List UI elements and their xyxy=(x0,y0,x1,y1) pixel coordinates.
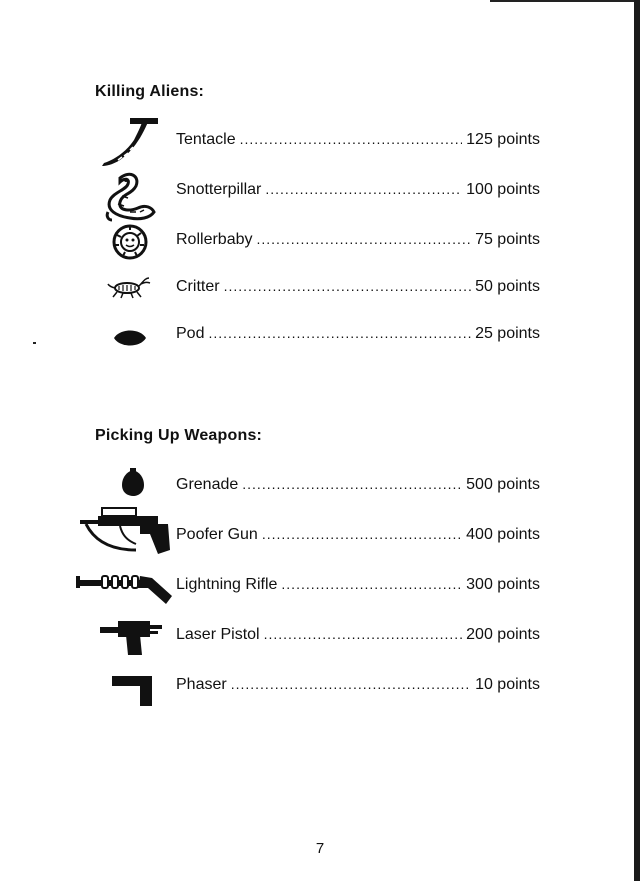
phaser-icon xyxy=(112,674,154,713)
list-item xyxy=(176,676,540,698)
item-points: 500 points xyxy=(466,476,540,493)
dot-leader xyxy=(208,325,471,341)
lightning-rifle-icon xyxy=(76,572,174,611)
dot-leader xyxy=(231,676,471,692)
list-item xyxy=(176,181,540,203)
list-item xyxy=(176,576,540,598)
page-edge-top xyxy=(490,0,640,2)
item-name: Lightning Rifle xyxy=(176,576,278,593)
dot-leader xyxy=(262,526,462,542)
section-title-killing-aliens: Killing Aliens: xyxy=(95,83,205,100)
item-points: 25 points xyxy=(475,325,540,342)
item-name: Grenade xyxy=(176,476,239,493)
list-item xyxy=(176,476,540,498)
snotterpillar-icon xyxy=(100,168,160,229)
item-points: 50 points xyxy=(475,278,540,295)
pod-icon xyxy=(112,326,148,355)
item-name: Phaser xyxy=(176,676,227,693)
list-item xyxy=(176,131,540,153)
list-item xyxy=(176,626,540,648)
rollerbaby-icon xyxy=(111,223,149,266)
list-item xyxy=(176,325,540,347)
section-title-picking-up-weapons: Picking Up Weapons: xyxy=(95,427,263,444)
scan-speck xyxy=(33,342,36,344)
dot-leader xyxy=(256,231,471,247)
item-points: 300 points xyxy=(466,576,540,593)
item-name: Laser Pistol xyxy=(176,626,260,643)
critter-icon xyxy=(107,274,151,305)
item-name: Snotterpillar xyxy=(176,181,262,198)
item-name: Pod xyxy=(176,325,205,342)
laser-pistol-icon xyxy=(100,621,164,662)
list-item xyxy=(176,231,540,253)
list-item xyxy=(176,278,540,300)
poofer-gun-icon xyxy=(80,506,172,563)
item-points: 100 points xyxy=(466,181,540,198)
dot-leader xyxy=(281,576,462,592)
page-number: 7 xyxy=(315,840,325,857)
dot-leader xyxy=(224,278,472,294)
item-name: Rollerbaby xyxy=(176,231,253,248)
list-item xyxy=(176,526,540,548)
dot-leader xyxy=(264,626,463,642)
dot-leader xyxy=(240,131,463,147)
grenade-icon xyxy=(120,468,146,503)
item-points: 10 points xyxy=(475,676,540,693)
item-name: Tentacle xyxy=(176,131,236,148)
page-edge-right xyxy=(634,0,640,881)
item-points: 200 points xyxy=(466,626,540,643)
tentacle-icon xyxy=(100,116,162,175)
dot-leader xyxy=(265,181,462,197)
item-points: 75 points xyxy=(475,231,540,248)
item-points: 125 points xyxy=(466,131,540,148)
dot-leader xyxy=(242,476,462,492)
item-points: 400 points xyxy=(466,526,540,543)
item-name: Critter xyxy=(176,278,220,295)
item-name: Poofer Gun xyxy=(176,526,258,543)
